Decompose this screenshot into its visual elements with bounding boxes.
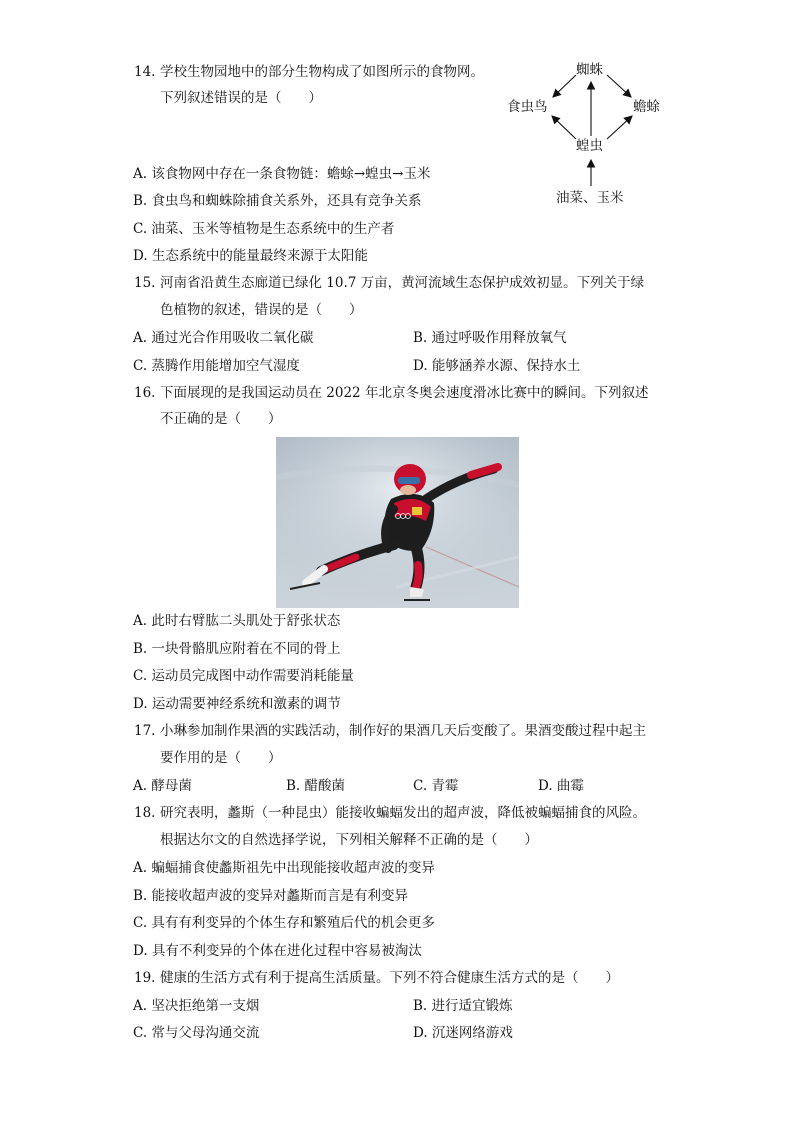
- node-locust: 蝗虫: [576, 138, 603, 154]
- q18-option-c: C. 具有有利变异的个体生存和繁殖后代的机会更多: [133, 915, 435, 931]
- speed-skater-photo: [276, 437, 519, 608]
- q16-stem-line2: 不正确的是（ ）: [160, 411, 282, 427]
- q19-option-c: C. 常与父母沟通交流: [133, 1025, 260, 1041]
- q19-number: 19.: [134, 970, 156, 986]
- q15-option-a: A. 通过光合作用吸收二氧化碳: [133, 330, 314, 346]
- q19-option-d: D. 沉迷网络游戏: [413, 1025, 513, 1041]
- q16-option-c: C. 运动员完成图中动作需要消耗能量: [133, 668, 354, 684]
- q14-number: 14.: [134, 64, 156, 80]
- q18-option-b: B. 能接收超声波的变异对蠡斯而言是有利变异: [133, 888, 409, 904]
- q15-number: 15.: [134, 275, 156, 291]
- q17-stem-line2: 要作用的是（ ）: [160, 750, 282, 766]
- q14-option-a: A. 该食物网中存在一条食物链：蟾蜍→蝗虫→玉米: [133, 166, 431, 182]
- q19-option-b: B. 进行适宜锻炼: [413, 998, 513, 1014]
- q18-option-d: D. 具有不利变异的个体在进化过程中容易被淘汰: [133, 943, 422, 959]
- q16-option-b: B. 一块骨骼肌应附着在不同的骨上: [133, 641, 341, 657]
- q15-stem-line1: 河南省沿黄生态廊道已绿化 10.7 万亩，黄河流域生态保护成效初显。下列关于绿: [160, 275, 645, 291]
- q19-option-a: A. 坚决拒绝第一支烟: [133, 998, 260, 1014]
- arrow-spider-bird: [553, 75, 576, 97]
- q14-option-d: D. 生态系统中的能量最终来源于太阳能: [133, 248, 368, 264]
- q17-option-b: B. 醋酸菌: [286, 778, 346, 794]
- arrow-locust-bird: [552, 116, 576, 139]
- q18-option-a: A. 蝙蝠捕食使蠡斯祖先中出现能接收超声波的变异: [133, 860, 435, 876]
- arrow-spider-toad: [607, 75, 631, 97]
- node-toad: 蟾蜍: [633, 99, 660, 115]
- q17-option-a: A. 酵母菌: [133, 778, 192, 794]
- q15-option-d: D. 能够涵养水源、保持水土: [413, 358, 581, 374]
- q16-option-a: A. 此时右臂肱二头肌处于舒张状态: [133, 613, 341, 629]
- q14-stem-line1: 学校生物园地中的部分生物构成了如图所示的食物网。: [160, 64, 484, 80]
- q18-stem-line2: 根据达尔文的自然选择学说，下列相关解释不正确的是（ ）: [160, 832, 538, 848]
- q16-option-d: D. 运动需要神经系统和激素的调节: [133, 696, 341, 712]
- node-plants: 油菜、玉米: [556, 190, 624, 206]
- q17-option-d: D. 曲霉: [538, 778, 584, 794]
- node-spider: 蜘蛛: [576, 62, 603, 78]
- q18-number: 18.: [134, 805, 156, 821]
- q15-stem-line2: 色植物的叙述，错误的是（ ）: [160, 302, 363, 318]
- q14-option-c: C. 油菜、玉米等植物是生态系统中的生产者: [133, 221, 395, 237]
- q16-stem-line1: 下面展现的是我国运动员在 2022 年北京冬奥会速度滑冰比赛中的瞬间。下列叙述: [160, 385, 649, 401]
- q14-stem-line2: 下列叙述错误的是（ ）: [160, 90, 322, 106]
- q19-stem-line1: 健康的生活方式有利于提高生活质量。下列不符合健康生活方式的是（ ）: [160, 970, 619, 986]
- q15-option-b: B. 通过呼吸作用释放氧气: [413, 330, 567, 346]
- node-bird: 食虫鸟: [507, 99, 548, 115]
- q18-stem-line1: 研究表明，蠡斯（一种昆虫）能接收蝙蝠发出的超声波，降低被蝙蝠捕食的风险。: [160, 805, 646, 821]
- q15-option-c: C. 蒸腾作用能增加空气湿度: [133, 358, 300, 374]
- q16-number: 16.: [134, 385, 156, 401]
- arrow-locust-toad: [607, 116, 632, 139]
- q17-number: 17.: [134, 723, 156, 739]
- q17-option-c: C. 青霉: [413, 778, 459, 794]
- q17-stem-line1: 小琳参加制作果酒的实践活动，制作好的果酒几天后变酸了。果酒变酸过程中起主: [160, 723, 646, 739]
- q14-option-b: B. 食虫鸟和蜘蛛除捕食关系外，还具有竞争关系: [133, 193, 422, 209]
